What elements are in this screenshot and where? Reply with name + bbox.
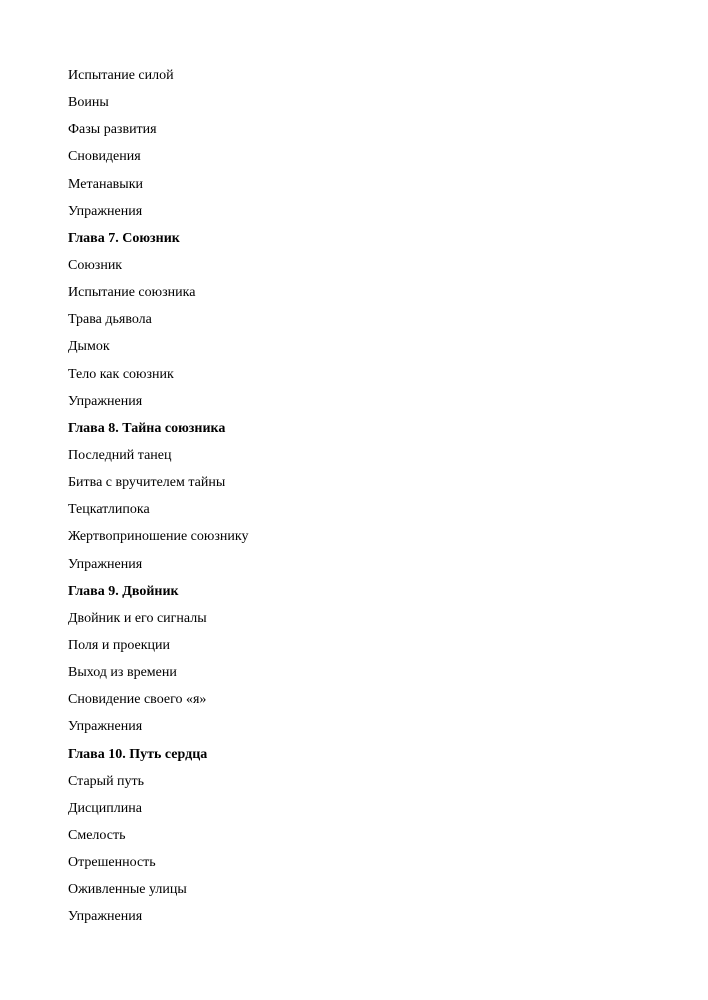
toc-entry: Метанавыки	[68, 176, 143, 192]
toc-entry: Оживленные улицы	[68, 882, 187, 898]
toc-entry: Союзник	[68, 257, 123, 273]
toc-entry: Сновидения	[68, 149, 141, 165]
toc-entry: Испытание силой	[68, 68, 174, 83]
toc-entry: Смелость	[68, 827, 126, 843]
toc-entry: Упражнения	[68, 203, 143, 219]
toc-entry: Упражнения	[68, 556, 143, 572]
toc-entry: Упражнения	[68, 719, 143, 735]
toc-entry: Трава дьявола	[68, 312, 152, 328]
toc-entry: Упражнения	[68, 909, 143, 925]
toc-entry: Упражнения	[68, 393, 143, 409]
chapter-heading: Глава 8. Тайна союзника	[68, 420, 226, 436]
toc-entry: Двойник и его сигналы	[68, 610, 207, 626]
toc-entry: Тело как союзник	[68, 366, 174, 382]
table-of-contents	[68, 65, 248, 934]
toc-entry: Последний танец	[68, 447, 172, 463]
chapter-heading: Глава 10. Путь сердца	[68, 746, 208, 762]
toc-entry: Поля и проекции	[68, 637, 170, 653]
toc-entry: Фазы развития	[68, 122, 157, 138]
toc-entry: Дисциплина	[68, 800, 142, 816]
chapter-heading: Глава 9. Двойник	[68, 583, 179, 599]
toc-entry: Жертвоприношение союзнику	[68, 529, 249, 545]
toc-entry: Тецкатлипока	[68, 502, 150, 518]
toc-entry: Отрешенность	[68, 855, 156, 871]
toc-entry: Выход из времени	[68, 665, 177, 681]
toc-entry: Сновидение своего «я»	[68, 692, 207, 708]
toc-entry: Старый путь	[68, 773, 145, 789]
toc-entry: Воины	[68, 95, 109, 111]
toc-entry: Битва с вручителем тайны	[68, 475, 226, 491]
chapter-heading: Глава 7. Союзник	[68, 230, 180, 246]
toc-entry: Испытание союзника	[68, 285, 196, 301]
toc-entry: Дымок	[68, 339, 110, 355]
